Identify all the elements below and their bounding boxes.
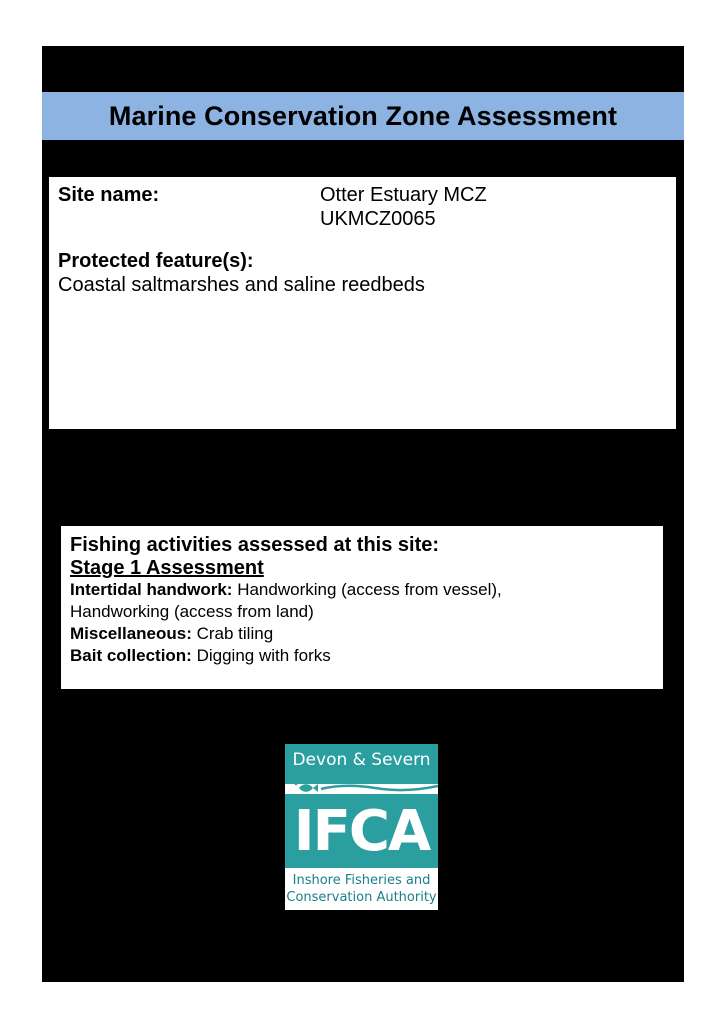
logo-subtitle [285, 872, 438, 906]
activity-line [70, 645, 654, 667]
title-bar [42, 92, 684, 140]
activity-value: Handworking (access from vessel), [237, 580, 502, 599]
logo-top-text: Devon & Severn [292, 750, 431, 770]
logo-sub-line: Conservation Authority [286, 890, 437, 905]
logo-top-band [285, 744, 438, 784]
fishing-activities-box [61, 526, 663, 689]
activity-label: Miscellaneous: [70, 624, 192, 643]
activity-line [70, 623, 654, 645]
logo-main-band [285, 794, 438, 868]
site-name-values [320, 183, 487, 231]
site-name-row [58, 183, 667, 231]
activity-value: Crab tiling [196, 624, 274, 643]
site-name-label: Site name: [58, 184, 160, 206]
activity-label: Intertidal handwork: [70, 580, 233, 599]
site-code-value: UKMCZ0065 [320, 208, 436, 230]
stage-heading: Stage 1 Assessment [70, 557, 264, 579]
page-title: Marine Conservation Zone Assessment [108, 100, 618, 131]
activity-value: Handworking (access from land) [70, 602, 314, 621]
site-name-value: Otter Estuary MCZ [320, 184, 487, 206]
activity-value: Digging with forks [196, 646, 331, 665]
fishing-heading: Fishing activities assessed at this site: [70, 534, 440, 556]
activity-line [70, 601, 654, 623]
protected-features-label: Protected feature(s): [58, 250, 254, 272]
activity-line [70, 579, 654, 601]
activity-label: Bait collection: [70, 646, 192, 665]
site-info-box [49, 177, 676, 429]
ifca-logo [285, 744, 438, 910]
logo-sub-line: Inshore Fisheries and [292, 873, 431, 888]
protected-features-value: Coastal saltmarshes and saline reedbeds [58, 274, 425, 296]
logo-ifca-text: IFCA [293, 798, 430, 864]
